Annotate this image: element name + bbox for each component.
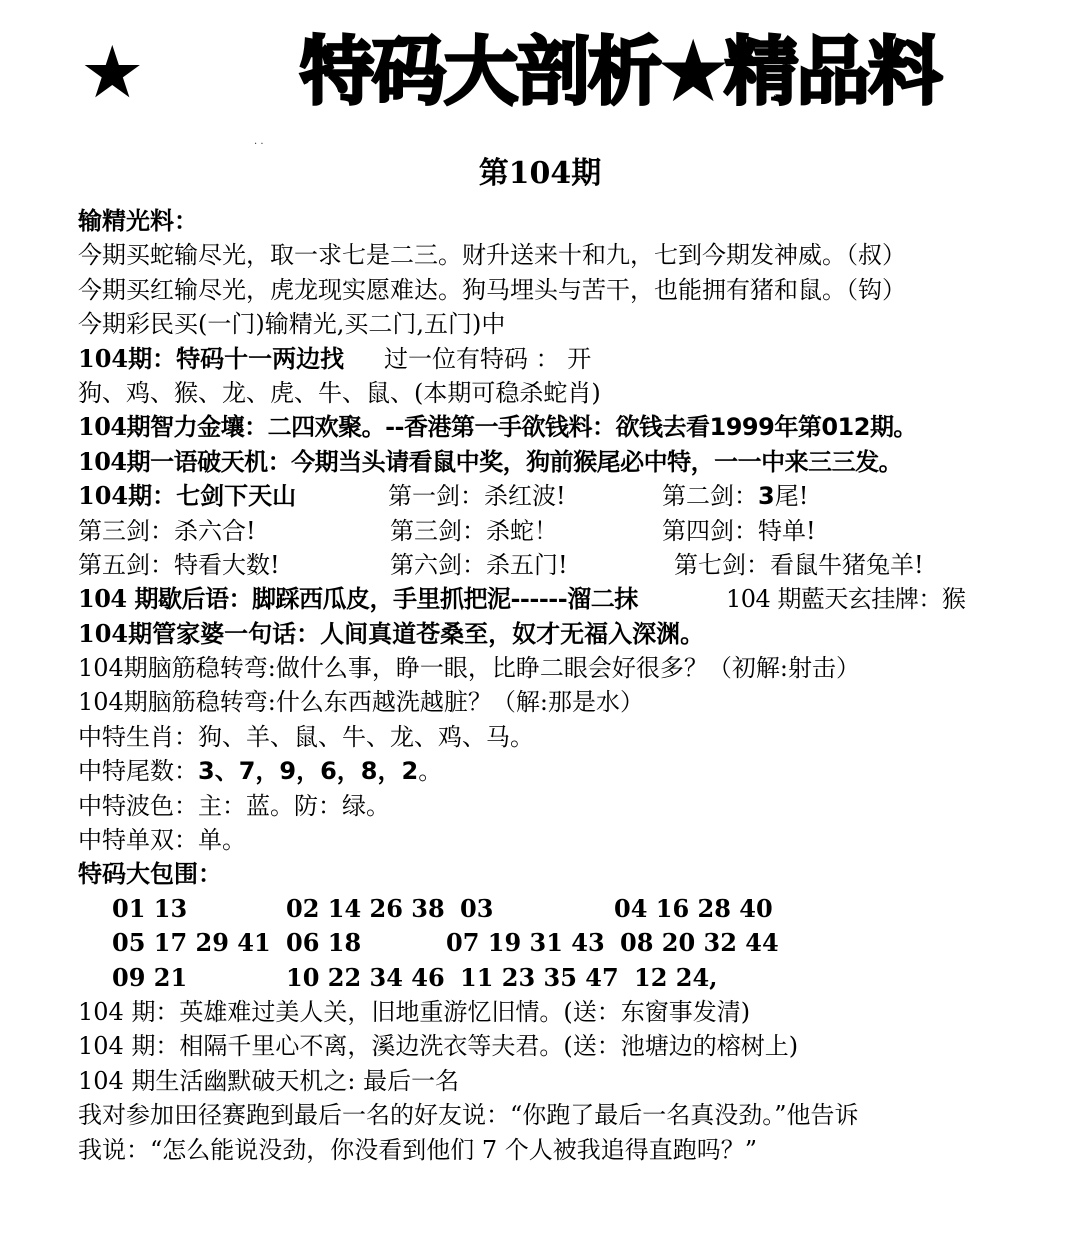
text-segment: 104 期藍天玄挂牌：猴 [726, 585, 966, 614]
text-line: 狗、鸡、猴、龙、虎、牛、鼠、(本期可稳杀蛇肖) [78, 378, 601, 407]
text-line: 今期彩民买(一门)输精光,买二门,五门)中 [78, 310, 506, 339]
text-segment: 104期：特码十一两边找 [78, 343, 345, 373]
page-title: 特码大剖析★精品料 [300, 29, 941, 115]
text-segment: 第二剑： [662, 482, 758, 511]
text-line [78, 582, 1068, 616]
text-line: 今期买蛇输尽光，取一求七是二三。财升送来十和九，七到今期发神威。（叔） [78, 241, 906, 270]
text-line: 104期脑筋稳转弯:什么东西越洗越脏？（解:那是水） [78, 688, 644, 717]
text-line [78, 410, 1068, 444]
text-segment: 第四剑：特单! [662, 516, 816, 545]
text-line [78, 514, 1068, 548]
text-line [78, 754, 1068, 788]
number-row [78, 926, 1068, 960]
text-segment: 。 [418, 757, 443, 786]
text-segment: 012 [821, 413, 870, 442]
number-group: 08 20 32 44 [620, 928, 779, 958]
text-line: 中特单双：单。 [78, 826, 246, 855]
section-heading: 特码大包围： [78, 859, 222, 889]
text-segment: 第六剑：杀五门! [390, 550, 568, 579]
text-line: 104 期生活幽默破天机之: 最后一名 [78, 1066, 460, 1095]
text-segment: 104 期歇后语：脚踩西瓜皮，手里抓把泥------溜二抹 [78, 584, 638, 614]
number-group: 03 [460, 893, 494, 923]
text-segment: 第一剑：杀红波! [388, 482, 566, 511]
stray-dots: . . [254, 136, 264, 147]
text-segment: 104期智力金壤：二四欢聚。--香港第一手欲钱料：欲钱去看 [78, 412, 710, 442]
text-segment: 104期：七剑下天山 [78, 481, 297, 511]
text-segment: 尾! [774, 482, 809, 511]
text-segment: 3、7，9，6，8，2 [198, 757, 419, 786]
text-segment: 3 [758, 482, 775, 511]
number-group: 10 22 34 46 [286, 962, 445, 992]
number-group: 05 17 29 41 [112, 928, 271, 958]
section-heading: 输精光料： [78, 206, 198, 235]
text-segment: 第三剑：杀六合! [78, 516, 256, 545]
text-line: 104 期：英雄难过美人关，旧地重游忆旧情。(送：东窗事发清) [78, 997, 751, 1026]
text-line: 中特生肖：狗、羊、鼠、牛、龙、鸡、马。 [78, 722, 534, 751]
text-line: 我说：“怎么能说没劲，你没看到他们 7 个人被我追得直跑吗？” [78, 1135, 758, 1164]
text-line: 104期管家婆一句话：人间真道苍桑至，奴才无福入深渊。 [78, 618, 705, 648]
text-line [78, 548, 1068, 582]
number-group: 09 21 [112, 962, 188, 992]
text-line: 我对参加田径赛跑到最后一名的好友说：“你跑了最后一名真没劲。”他告诉 [78, 1101, 859, 1130]
issue-number: 第104期 [478, 156, 602, 191]
number-group: 12 24, [634, 962, 718, 992]
header-banner [0, 28, 1080, 128]
text-segment: 中特尾数： [78, 757, 198, 786]
document-body [78, 204, 1068, 1167]
number-group: 04 16 28 40 [614, 893, 773, 923]
text-segment [662, 479, 808, 513]
text-segment: 第七剑：看鼠牛猪兔羊! [674, 550, 924, 579]
star-icon: ★ [80, 30, 145, 114]
text-segment: 年第 [774, 412, 822, 442]
text-line: 中特波色：主：蓝。防：绿。 [78, 791, 390, 820]
text-segment: 过一位有特码 ： 开 [384, 344, 592, 373]
number-group: 07 19 31 43 [446, 928, 605, 958]
text-line: 今期买红输尽光，虎龙现实愿难达。狗马埋头与苦干，也能拥有猪和鼠。（钩） [78, 275, 906, 304]
text-segment: 第三剑：杀蛇！ [390, 516, 558, 545]
number-group: 11 23 35 47 [460, 962, 619, 992]
text-line [78, 342, 1068, 376]
text-line: 104 期：相隔千里心不离，溪边洗衣等夫君。(送：池塘边的榕树上) [78, 1032, 799, 1061]
text-segment: 1999 [709, 413, 775, 442]
text-line [78, 479, 1068, 513]
text-segment: 第五剑：特看大数! [78, 550, 280, 579]
number-group: 02 14 26 38 [286, 893, 445, 923]
number-group: 06 18 [286, 928, 362, 958]
text-line: 104期一语破天机：今期当头请看鼠中奖，狗前猴尾必中特，一一中来三三发。 [78, 446, 903, 476]
number-row [78, 961, 1068, 995]
text-line: 104期脑筋稳转弯:做什么事，睁一眼，比睁二眼会好很多？（初解:射击） [78, 654, 860, 683]
number-row [78, 892, 1068, 926]
text-segment: 期。 [869, 412, 917, 442]
number-group: 01 13 [112, 893, 188, 923]
